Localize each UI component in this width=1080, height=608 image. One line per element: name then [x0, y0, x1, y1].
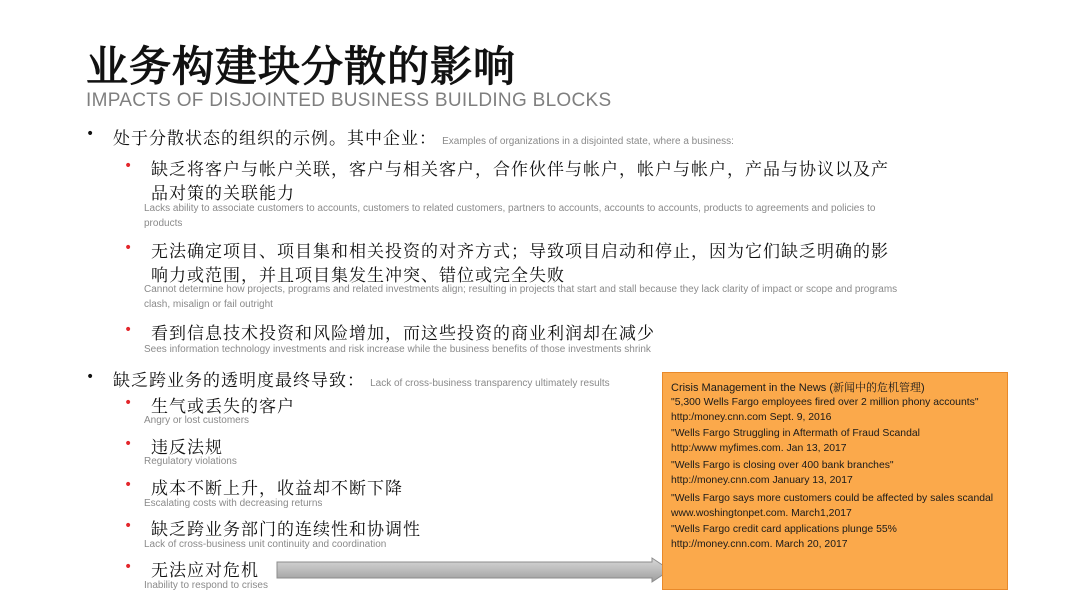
section2-item4-en: Lack of cross-business unit continuity and coordination — [144, 539, 387, 550]
section1-item3-cn-line1: 看到信息技术投资和风险增加，而这些投资的商业利润却在减少 — [151, 324, 655, 344]
news-line: http://money.cnn.com. March 20, 2017 — [671, 539, 848, 550]
section2-item1-cn: 生气或丢失的客户 — [151, 397, 295, 417]
news-heading: Crisis Management in the News (新闻中的危机管理) — [671, 382, 925, 394]
section1-item1-en-line2: products — [144, 218, 183, 229]
section1-item3-en-line1: Sees information technology investments and risk increase while the business benefits of those investments shrink — [144, 344, 651, 355]
sub-bullet-glyph: • — [124, 158, 133, 174]
section1-heading — [113, 124, 734, 149]
section2-heading-cn: 缺乏跨业务的透明度最终导致： — [113, 371, 365, 391]
sub-bullet-glyph: • — [124, 395, 133, 411]
section1-item2-en-line1: Cannot determine how projects, programs and related investments align; resulting in projects that start and stall because they lack clarity of impact or scope and programs — [144, 284, 898, 295]
section2-item1-en: Angry or lost customers — [144, 415, 250, 426]
news-line: "Wells Fargo says more customers could be affected by sales scandal — [671, 493, 994, 504]
sub-bullet-glyph: • — [124, 518, 133, 534]
section1-heading-en: Examples of organizations in a disjointed state, where a business: — [442, 136, 734, 147]
section1-item2-cn-line2: 响力或范围，并且项目集发生冲突、错位或完全失败 — [151, 266, 565, 286]
news-box — [662, 372, 1008, 590]
section1-item1-en-line1: Lacks ability to associate customers to accounts, customers to related customers, partners to accounts, accounts to accounts, products to agreements and policies to — [144, 203, 876, 214]
section2-item3-en: Escalating costs with decreasing returns — [144, 498, 323, 509]
section2-item3-cn: 成本不断上升，收益却不断下降 — [151, 479, 403, 499]
news-line: http://money.cnn.com January 13, 2017 — [671, 475, 853, 486]
section2-item4-cn: 缺乏跨业务部门的连续性和协调性 — [151, 520, 421, 540]
sub-bullet-glyph: • — [124, 240, 133, 256]
bullet-glyph: • — [86, 369, 95, 385]
news-line: "Wells Fargo Struggling in Aftermath of Fraud Scandal — [671, 428, 920, 439]
news-line: http:/money.cnn.com Sept. 9, 2016 — [671, 412, 832, 423]
section2-item5-cn: 无法应对危机 — [151, 561, 259, 581]
section2-item2-en: Regulatory violations — [144, 456, 237, 467]
sub-bullet-glyph: • — [124, 477, 133, 493]
section1-heading-cn: 处于分散状态的组织的示例。其中企业： — [113, 129, 437, 149]
bullet-glyph: • — [86, 126, 95, 142]
sub-bullet-glyph: • — [124, 322, 133, 338]
page-title: 业务构建块分散的影响 — [86, 42, 517, 91]
section2-item5-en: Inability to respond to crises — [144, 580, 268, 591]
page-subtitle: IMPACTS OF DISJOINTED BUSINESS BUILDING BLOCKS — [86, 90, 612, 111]
sub-bullet-glyph: • — [124, 559, 133, 575]
section1-item2-cn-line1: 无法确定项目、项目集和相关投资的对齐方式；导致项目启动和停止，因为它们缺乏明确的影 — [151, 242, 889, 262]
news-line: "Wells Fargo is closing over 400 bank branches" — [671, 460, 894, 471]
news-line: http:/www myfimes.com. Jan 13, 2017 — [671, 443, 847, 454]
sub-bullet-glyph: • — [124, 436, 133, 452]
section1-item1-cn-line2: 品对策的关联能力 — [151, 184, 295, 204]
news-line: www.woshingtonpet.com. March1,2017 — [671, 508, 852, 519]
section1-item2-en-line2: clash, misalign or fail outright — [144, 299, 273, 310]
section1-item1-cn-line1: 缺乏将客户与帐户关联，客户与相关客户，合作伙伴与帐户，帐户与帐户，产品与协议以及产 — [151, 160, 889, 180]
news-line: "Wells Fargo credit card applications plunge 55% — [671, 524, 897, 535]
section2-heading-en: Lack of cross-business transparency ultimately results — [370, 378, 610, 389]
section2-heading — [113, 366, 610, 391]
right-arrow-icon — [276, 557, 672, 583]
news-line: "5,300 Wells Fargo employees fired over 2 million phony accounts" — [671, 397, 979, 408]
section2-item2-cn: 违反法规 — [151, 438, 223, 458]
